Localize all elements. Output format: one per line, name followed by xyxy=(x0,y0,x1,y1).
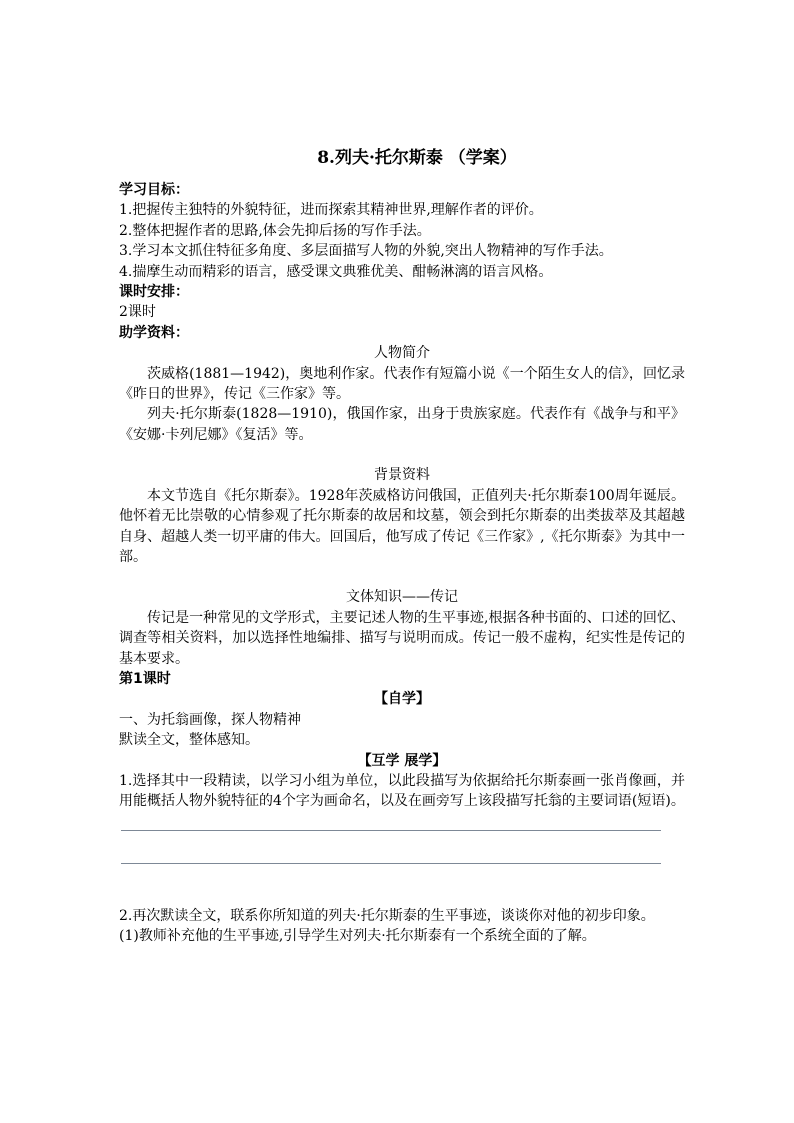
question-2: 2.再次默读全文，联系你所知道的列夫·托尔斯泰的生平事迹，谈谈你对他的初步印象。 xyxy=(119,907,655,924)
goal-item: 2.整体把握作者的思路,体会先抑后扬的写作手法。 xyxy=(119,222,431,239)
goal-item: 1.把握传主独特的外貌特征，进而探索其精神世界,理解作者的评价。 xyxy=(119,202,543,219)
question-1: 1.选择其中一段精读，以学习小组为单位，以此段描写为依据给托尔斯泰画一张肖像画，并用能概括人物外貌特征的4个字为画命名，以及在画旁写上该段描写托翁的主要词语(短语)。 xyxy=(119,772,685,810)
goals-heading: 学习目标： xyxy=(119,182,189,198)
bio-title: 人物简介 xyxy=(374,345,430,362)
self-study-line: 默读全文，整体感知。 xyxy=(119,732,259,749)
document-title: 8.列夫·托尔斯泰 （学案） xyxy=(317,148,517,168)
self-study-heading: 【自学】 xyxy=(374,691,430,708)
bio-paragraph: 列夫·托尔斯泰(1828—1910)，俄国作家，出身于贵族家庭。代表作有《战争与和平》《安娜·卡列尼娜》《复活》等。 xyxy=(119,406,685,443)
document-body xyxy=(119,146,685,947)
goal-item: 4.揣摩生动而精彩的语言，感受课文典雅优美、酣畅淋漓的语言风格。 xyxy=(119,263,553,280)
genre-paragraph: 传记是一种常见的文学形式，主要记述人物的生平事迹,根据各种书面的、口述的回忆、调查等相关资料，加以选择性地编排、描写与说明而成。传记一般不虚构，纪实性是传记的基本要求。 xyxy=(119,609,685,667)
bio-paragraph: 茨威格(1881—1942)，奥地利作家。代表作有短篇小说《一个陌生女人的信》，回忆录《昨日的世界》，传记《三作家》等。 xyxy=(119,365,685,403)
materials-heading: 助学资料： xyxy=(119,324,189,341)
genre-title: 文体知识——传记 xyxy=(346,589,458,606)
question-2-sub: (1)教师补充他的生平事迹,引导学生对列夫·托尔斯泰有一个系统全面的了解。 xyxy=(119,928,596,945)
self-study-line: 一、为托翁画像，探人物精神 xyxy=(119,711,301,728)
background-title: 背景资料 xyxy=(374,467,430,484)
goal-item: 3.学习本文抓住特征多角度、多层面描写人物的外貌,突出人物精神的写作手法。 xyxy=(119,243,613,260)
schedule-value: 2课时 xyxy=(119,304,156,321)
answer-line[interactable] xyxy=(121,830,661,831)
schedule-heading: 课时安排： xyxy=(119,284,189,301)
mutual-study-heading: 【互学 展学】 xyxy=(357,752,447,769)
background-paragraph: 本文节选自《托尔斯泰》。1928年茨威格访问俄国，正值列夫·托尔斯泰100周年诞辰。他怀着无比崇敬的心情参观了托尔斯泰的故居和坟墓，领会到托尔斯泰的出类拔萃及其超越自身、超越人类一切平庸的伟大。回国后，他写成了传记《三作家》,《托尔斯泰》为其中一部。 xyxy=(119,487,685,565)
lesson1-heading: 第1课时 xyxy=(119,670,171,687)
